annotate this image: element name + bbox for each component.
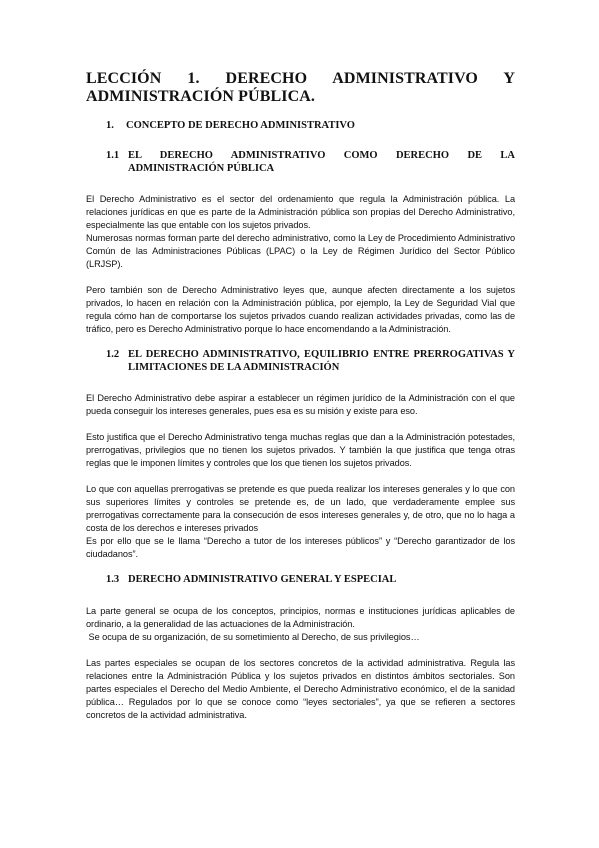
paragraph: La parte general se ocupa de los conceptos, principios, normas e instituciones jurídicas aplicables de ordinario, a la generalidad de las actuaciones de la Administración. bbox=[86, 605, 515, 629]
subsection-title: DERECHO ADMINISTRATIVO GENERAL Y ESPECIAL bbox=[128, 574, 397, 585]
subsection-number: 1.2 bbox=[106, 349, 120, 360]
subsection-heading-1-2 bbox=[106, 349, 515, 374]
paragraph: Numerosas normas forman parte del derecho administrativo, como la Ley de Procedimiento Administrativo Común de las Administraciones Públicas (LPAC) o la Ley de Régimen Jurídico del Sector Público (LRJSP). bbox=[86, 233, 515, 269]
subsection-heading-1-3 bbox=[106, 574, 515, 587]
paragraph: Las partes especiales se ocupan de los sectores concretos de la actividad administrativa. Regula las relaciones entre la Administración Pública y los sujetos privados en distintos ámbitos sectoriales. Son partes especiales el Derecho del Medio Ambiente, el Derecho Administrativo económico, el de la sanidad pública… Regulados por lo que se conoce como “leyes sectoriales”, ya que se refieren a sectores concretos de la actividad administrativa. bbox=[86, 657, 515, 720]
paragraph: Se ocupa de su organización, de su sometimiento al Derecho, de sus privilegios… bbox=[86, 631, 420, 642]
paragraph-group bbox=[86, 193, 515, 271]
paragraph: Esto justifica que el Derecho Administrativo tenga muchas reglas que dan a la Administración potestades, prerrogativas, privilegios que no tienen los sujetos privados. Y también la que justifica que tenga otras reglas que le imponen límites y controles que los que tienen los sujetos privados. bbox=[86, 432, 515, 468]
subsection-number: 1.3 bbox=[106, 574, 120, 585]
section-title: CONCEPTO DE DERECHO ADMINISTRATIVO bbox=[126, 120, 355, 131]
paragraph: El Derecho Administrativo debe aspirar a establecer un régimen jurídico de la Administración con el que pueda conseguir los intereses generales, pues esa es su misión y existe para eso. bbox=[86, 393, 515, 416]
lesson-title: LECCIÓN 1. DERECHO ADMINISTRATIVO Y ADMINISTRACIÓN PÚBLICA. bbox=[86, 70, 515, 105]
subsection-title: EL DERECHO ADMINISTRATIVO, EQUILIBRIO ENTRE PRERROGATIVAS Y LIMITACIONES DE LA ADMINISTRACIÓN bbox=[128, 349, 515, 373]
subsection-number: 1.1 bbox=[106, 150, 120, 161]
paragraph: Es por ello que se le llama “Derecho a tutor de los intereses públicos” y “Derecho garantizador de los ciudadanos”. bbox=[86, 536, 515, 559]
section-heading-1 bbox=[106, 120, 515, 131]
subsection-heading-1-1 bbox=[106, 150, 515, 175]
paragraph-group bbox=[86, 483, 515, 561]
paragraph: Lo que con aquellas prerrogativas se pretende es que pueda realizar los intereses generales y lo que con sus superiores límites y controles se pretende es, de un lado, que verdaderamente emplee sus prerrogativas correctamente para la consecución de esos intereses generales y, de otro, que no lo haga a costa de los derechos e intereses privados bbox=[86, 484, 515, 533]
paragraph: Pero también son de Derecho Administrativo leyes que, aunque afecten directamente a los sujetos privados, lo hacen en relación con la Administración pública, por ejemplo, la Ley de Seguridad Vial que regula cómo han de comportarse los sujetos privados cuando realizan actividades privadas, como las de tráfico, pero es Derecho Administrativo porque lo hace encomendando a la Administración. bbox=[86, 285, 515, 334]
paragraph: El Derecho Administrativo es el sector del ordenamiento que regula la Administración pública. La relaciones jurídicas en que es parte de la Administración pública son propias del Derecho Administrativo, especialmente las que entable con los sujetos privados. bbox=[86, 194, 515, 230]
paragraph-group bbox=[86, 605, 515, 644]
subsection-title: EL DERECHO ADMINISTRATIVO COMO DERECHO DE LA ADMINISTRACIÓN PÚBLICA bbox=[128, 150, 515, 174]
section-number: 1. bbox=[106, 120, 114, 131]
